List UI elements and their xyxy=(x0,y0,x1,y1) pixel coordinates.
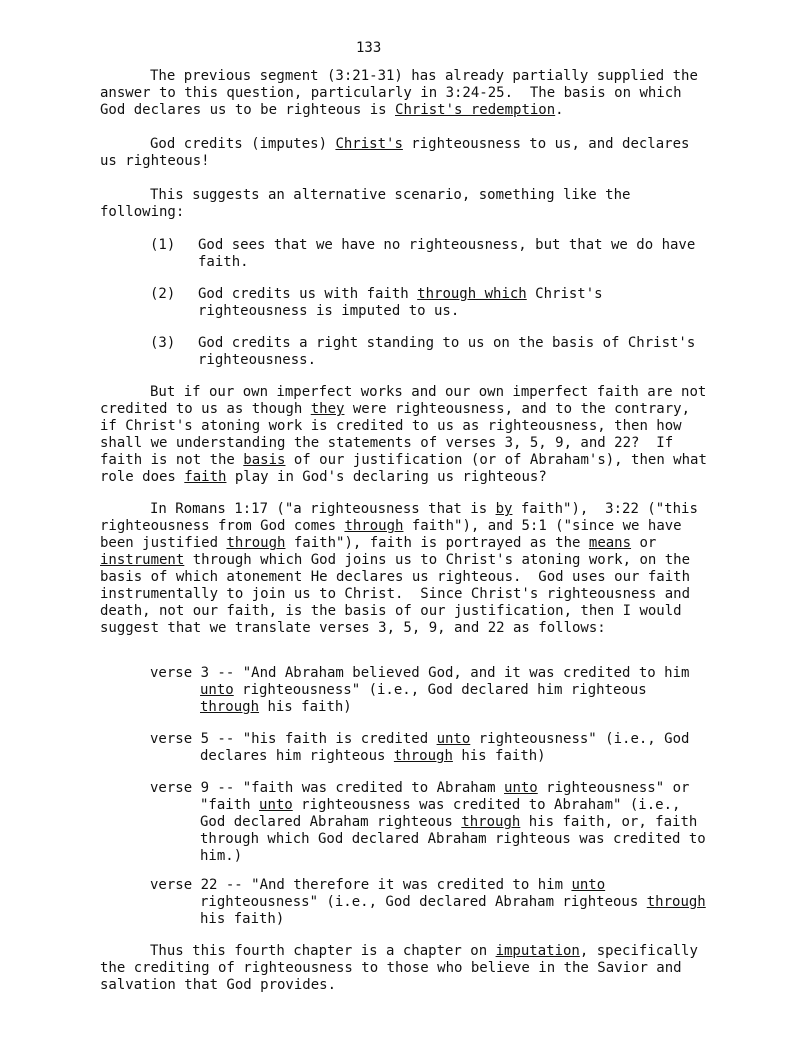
text-line: declares him righteous through his faith) xyxy=(200,748,546,764)
text-line: basis of which atonement He declares us righteous. God uses our faith xyxy=(100,569,691,585)
text-line: through his faith) xyxy=(200,699,352,715)
underlined-text: instrument xyxy=(100,552,185,568)
text-line: answer to this question, particularly in 3:24-25. The basis on which xyxy=(100,85,682,101)
text-line: righteousness. xyxy=(198,352,317,368)
text-line: righteousness from God comes through faith"), and 5:1 ("since we have xyxy=(100,518,682,534)
text-line: suggest that we translate verses 3, 5, 9, and 22 as follows: xyxy=(100,620,606,636)
text-line: through which God declared Abraham righteous was credited to xyxy=(200,831,706,847)
text-line: shall we understanding the statements of verses 3, 5, 9, and 22? If xyxy=(100,435,674,451)
underlined-text: through which xyxy=(417,286,527,302)
text-line: (2) xyxy=(150,286,176,302)
text-line: verse 22 -- "And therefore it was credited to him unto xyxy=(150,877,606,893)
text-line: following: xyxy=(100,204,185,220)
text-line: In Romans 1:17 ("a righteousness that is by faith"), 3:22 ("this xyxy=(150,501,698,517)
underlined-text: basis xyxy=(243,452,286,468)
underlined-text: means xyxy=(588,535,632,551)
text-line: instrumentally to join us to Christ. Since Christ's righteousness and xyxy=(100,586,691,602)
text-line: unto righteousness" (i.e., God declared him righteous xyxy=(200,682,647,698)
text-line: God declares us to be righteous is Christ's redemption. xyxy=(100,102,564,118)
text-line: been justified through faith"), faith is portrayed as the means or xyxy=(100,535,657,551)
text-line: death, not our faith, is the basis of our justification, then I would xyxy=(100,603,682,619)
text-line: verse 3 -- "And Abraham believed God, and it was credited to him xyxy=(150,665,690,681)
underlined-text: Christ's xyxy=(335,136,403,152)
text-line: role does faith play in God's declaring us righteous? xyxy=(100,469,547,485)
text-line: God credits us with faith through which Christ's xyxy=(198,286,603,302)
underlined-text: unto xyxy=(504,780,538,796)
text-line: Thus this fourth chapter is a chapter on imputation, specifically xyxy=(150,943,698,959)
text-line: us righteous! xyxy=(100,153,210,169)
underlined-text: they xyxy=(310,401,345,417)
text-line: This suggests an alternative scenario, something like the xyxy=(150,187,631,203)
underlined-text: through xyxy=(200,699,260,715)
text-line: his faith) xyxy=(200,911,285,927)
underlined-text: unto xyxy=(200,682,234,698)
underlined-text: through xyxy=(393,748,453,764)
underlined-text: through xyxy=(226,535,286,551)
text-line: credited to us as though they were righteousness, and to the contrary, xyxy=(100,401,691,417)
text-line: God sees that we have no righteousness, but that we do have xyxy=(198,237,696,253)
text-line: God credits a right standing to us on the basis of Christ's xyxy=(198,335,696,351)
text-line: the crediting of righteousness to those who believe in the Savior and xyxy=(100,960,682,976)
underlined-text: through xyxy=(461,814,521,830)
text-line: righteousness is imputed to us. xyxy=(198,303,460,319)
text-line: "faith unto righteousness was credited to Abraham" (i.e., xyxy=(200,797,681,813)
text-line: if Christ's atoning work is credited to us as righteousness, then how xyxy=(100,418,682,434)
underlined-text: faith xyxy=(184,469,227,485)
text-line: The previous segment (3:21-31) has already partially supplied the xyxy=(150,68,698,84)
text-line: instrument through which God joins us to Christ's atoning work, on the xyxy=(100,552,691,568)
underlined-text: by xyxy=(495,501,513,517)
underlined-text: unto xyxy=(436,731,471,747)
text-line: him.) xyxy=(200,848,243,864)
text-line: faith is not the basis of our justification (or of Abraham's), then what xyxy=(100,452,707,468)
text-line: righteousness" (i.e., God declared Abraham righteous through xyxy=(200,894,706,910)
text-line: (1) xyxy=(150,237,176,253)
underlined-text: through xyxy=(344,518,404,534)
text-line: faith. xyxy=(198,254,249,270)
underlined-text: imputation xyxy=(495,943,580,959)
text-line: verse 5 -- "his faith is credited unto righteousness" (i.e., God xyxy=(150,731,690,747)
text-line: (3) xyxy=(150,335,176,351)
text-line: verse 9 -- "faith was credited to Abraham unto righteousness" or xyxy=(150,780,690,796)
text-line: God declared Abraham righteous through his faith, or, faith xyxy=(200,814,698,830)
underlined-text: Christ's redemption xyxy=(395,102,556,118)
page-number: 133 xyxy=(356,40,382,56)
underlined-text: unto xyxy=(571,877,606,893)
underlined-text: through xyxy=(646,894,706,910)
text-line: But if our own imperfect works and our own imperfect faith are not xyxy=(150,384,707,400)
text-line: God credits (imputes) Christ's righteousness to us, and declares xyxy=(150,136,690,152)
text-line: salvation that God provides. xyxy=(100,977,337,993)
underlined-text: unto xyxy=(259,797,293,813)
